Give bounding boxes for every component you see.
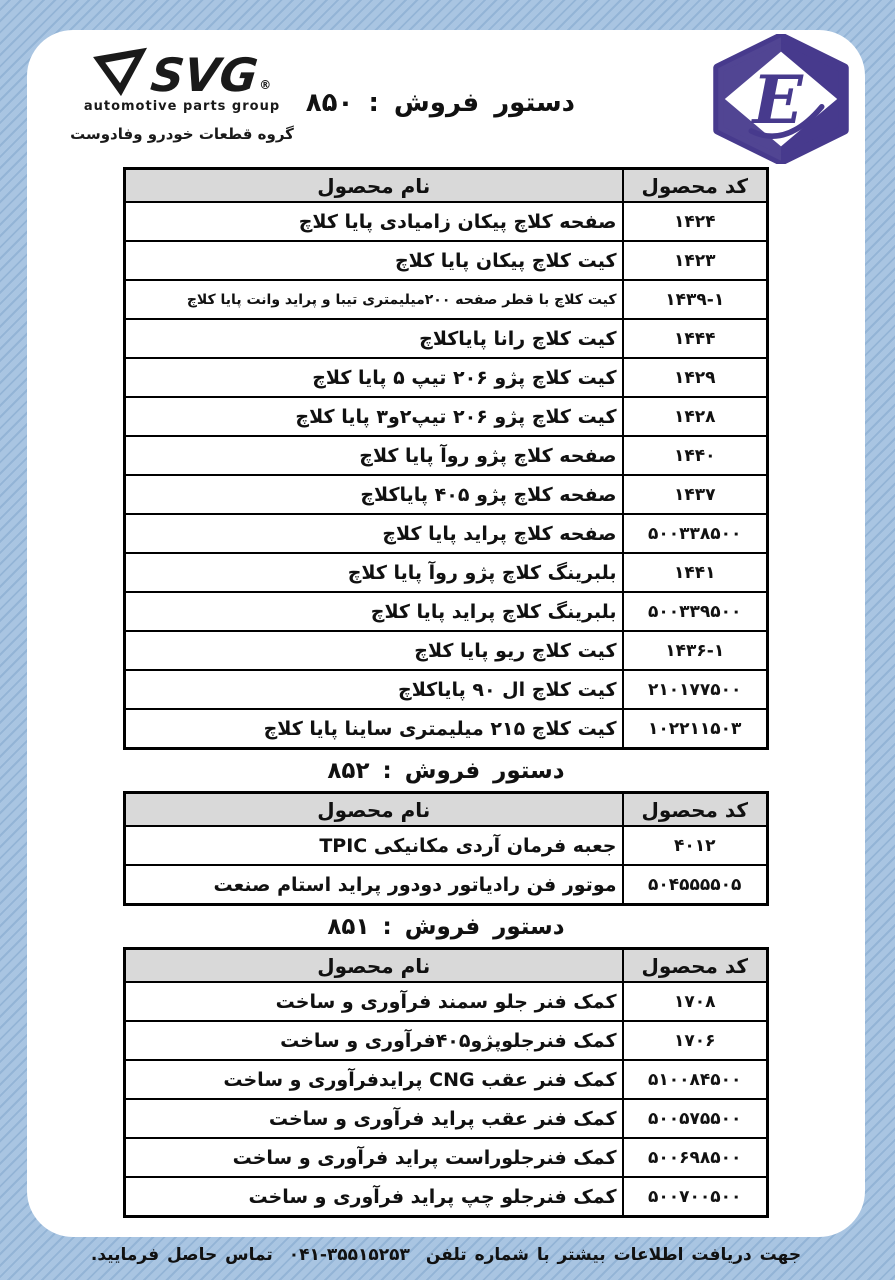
table-row (125, 475, 768, 514)
document-header (27, 30, 865, 167)
product-name-cell: کمک فنر جلو سمند فرآوری و ساخت (125, 982, 623, 1021)
product-code-cell: ۱۴۳۶-۱ (623, 631, 768, 670)
column-header-code: کد محصول (623, 169, 768, 203)
product-code-cell: ۱۴۴۴ (623, 319, 768, 358)
product-name-cell: جعبه فرمان آردی مکانیکی TPIC (125, 826, 623, 865)
table-row (125, 1138, 768, 1177)
product-code-cell: ۵۰۰۳۳۸۵۰۰ (623, 514, 768, 553)
product-name-cell: کیت کلاچ با قطر صفحه ۲۰۰میلیمتری تیبا و پراید وانت پایا کلاچ (125, 280, 623, 319)
company-emblem (707, 34, 855, 164)
brand-logo-row (57, 44, 307, 103)
product-code-cell: ۲۱۰۱۷۷۵۰۰ (623, 670, 768, 709)
table-row (125, 241, 768, 280)
table-header-row (125, 793, 768, 827)
product-code-cell: ۴۰۱۲ (623, 826, 768, 865)
table-row (125, 397, 768, 436)
brand-caption: گروه قطعات خودرو وفادوست (70, 125, 294, 143)
table-row (125, 514, 768, 553)
product-name-cell: کمک فنر عقب CNG پرایدفرآوری و ساخت (125, 1060, 623, 1099)
table-row (125, 436, 768, 475)
product-code-cell: ۱۴۴۰ (623, 436, 768, 475)
footer-text-after: تماس حاصل فرمایید. (90, 1245, 273, 1265)
brand-logo-text: SVG (148, 48, 261, 103)
column-header-name: نام محصول (125, 793, 623, 827)
product-name-cell: کیت کلاچ پژو ۲۰۶ تیپ۲و۳ پایا کلاچ (125, 397, 623, 436)
column-header-code: کد محصول (623, 793, 768, 827)
company-emblem-icon (707, 34, 855, 164)
table-row (125, 1060, 768, 1099)
product-code-cell: ۱۴۴۱ (623, 553, 768, 592)
product-name-cell: صفحه کلاچ پراید پایا کلاچ (125, 514, 623, 553)
document-card (27, 30, 865, 1265)
product-name-cell: موتور فن رادیاتور دودور پراید استام صنعت (125, 865, 623, 905)
product-name-cell: کیت کلاچ ریو پایا کلاچ (125, 631, 623, 670)
product-name-cell: کیت کلاچ ال ۹۰ پایاکلاچ (125, 670, 623, 709)
table-row (125, 592, 768, 631)
product-code-cell: ۱۴۲۳ (623, 241, 768, 280)
footer-note (27, 1245, 865, 1265)
products-table-852 (123, 791, 769, 906)
product-name-cell: کیت کلاچ پیکان پایا کلاچ (125, 241, 623, 280)
product-name-cell: بلبرینگ کلاچ پراید پایا کلاچ (125, 592, 623, 631)
product-code-cell: ۱۷۰۸ (623, 982, 768, 1021)
product-code-cell: ۱۷۰۶ (623, 1021, 768, 1060)
products-table-851 (123, 947, 769, 1218)
product-name-cell: بلبرینگ کلاچ پژو روآ پایا کلاچ (125, 553, 623, 592)
table-row (125, 826, 768, 865)
sales-order-title-851: دستور فروش : ۸۵۱ (327, 914, 565, 940)
table-row (125, 982, 768, 1021)
product-name-cell: صفحه کلاچ پیکان زامیادی پایا کلاچ (125, 202, 623, 241)
table-row (125, 1021, 768, 1060)
phone-number: ۰۴۱-۳۵۵۱۵۲۵۳ (288, 1245, 410, 1265)
table-row (125, 1099, 768, 1138)
svg-logo-triangle-icon (93, 44, 149, 98)
product-name-cell: کیت کلاچ ۲۱۵ میلیمتری ساینا پایا کلاچ (125, 709, 623, 749)
table-row (125, 202, 768, 241)
product-code-cell: ۵۰۰۷۰۰۵۰۰ (623, 1177, 768, 1217)
product-name-cell: کمک فنرجلو چپ پراید فرآوری و ساخت (125, 1177, 623, 1217)
product-code-cell: ۵۱۰۰۸۴۵۰۰ (623, 1060, 768, 1099)
table-header-row (125, 949, 768, 983)
sales-order-title-852: دستور فروش : ۸۵۲ (327, 758, 565, 784)
brand-tagline: automotive parts group (83, 99, 281, 114)
product-name-cell: کمک فنرجلوپژو۴۰۵فرآوری و ساخت (125, 1021, 623, 1060)
product-name-cell: کمک فنرجلوراست پراید فرآوری و ساخت (125, 1138, 623, 1177)
table-row (125, 670, 768, 709)
product-code-cell: ۵۰۰۵۷۵۵۰۰ (623, 1099, 768, 1138)
product-name-cell: کمک فنر عقب پراید فرآوری و ساخت (125, 1099, 623, 1138)
table-row (125, 865, 768, 905)
table-row (125, 1177, 768, 1217)
product-name-cell: کیت کلاچ پژو ۲۰۶ تیپ ۵ پایا کلاچ (125, 358, 623, 397)
column-header-code: کد محصول (623, 949, 768, 983)
product-code-cell: ۵۰۴۵۵۵۵۰۵ (623, 865, 768, 905)
registered-mark: ® (259, 78, 272, 92)
table-row (125, 631, 768, 670)
product-code-cell: ۱۴۲۸ (623, 397, 768, 436)
table-row (125, 280, 768, 319)
product-name-cell: کیت کلاچ رانا پایاکلاچ (125, 319, 623, 358)
column-header-name: نام محصول (125, 949, 623, 983)
product-code-cell: ۵۰۰۶۹۸۵۰۰ (623, 1138, 768, 1177)
column-header-name: نام محصول (125, 169, 623, 203)
table-row (125, 553, 768, 592)
sales-order-title-850: دستور فروش : ۸۵۰ (305, 88, 575, 118)
products-table-850 (123, 167, 769, 750)
product-name-cell: صفحه کلاچ پژو ۴۰۵ پایاکلاچ (125, 475, 623, 514)
product-code-cell: ۱۴۲۹ (623, 358, 768, 397)
product-code-cell: ۱۴۲۴ (623, 202, 768, 241)
product-name-cell: صفحه کلاچ پژو روآ پایا کلاچ (125, 436, 623, 475)
product-code-cell: ۵۰۰۳۳۹۵۰۰ (623, 592, 768, 631)
emblem-letter: E (752, 61, 803, 140)
brand-logo (57, 44, 307, 143)
table-row (125, 358, 768, 397)
product-code-cell: ۱۰۲۲۱۱۵۰۳ (623, 709, 768, 749)
table-row (125, 319, 768, 358)
product-code-cell: ۱۴۳۹-۱ (623, 280, 768, 319)
footer-text-before: جهت دریافت اطلاعات بیشتر با شماره تلفن (425, 1245, 802, 1265)
table-header-row (125, 169, 768, 203)
table-row (125, 709, 768, 749)
product-code-cell: ۱۴۳۷ (623, 475, 768, 514)
